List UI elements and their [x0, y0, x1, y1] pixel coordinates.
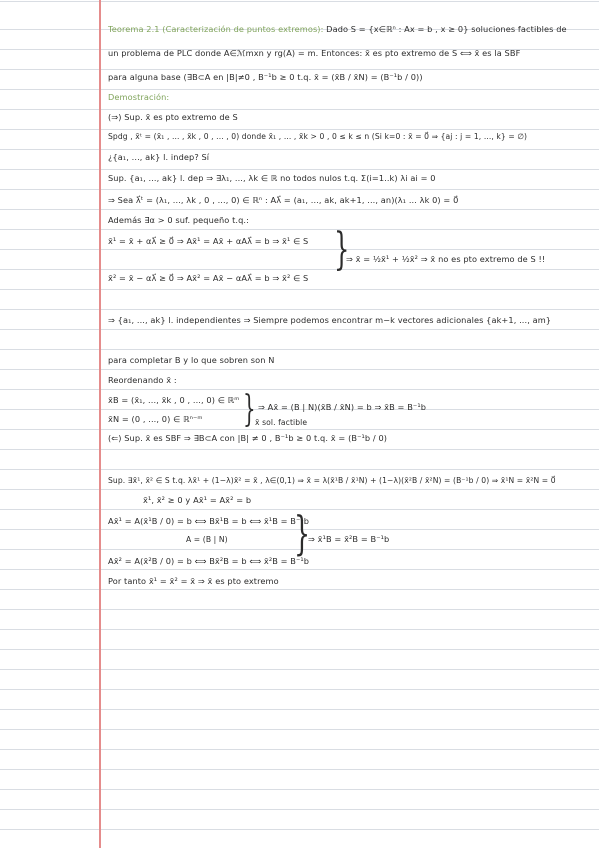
proof-line-5: ⇒ Sea λ⃗ᵗ = (λ₁, ..., λk , 0 , ..., 0) ∈ ℝⁿ : Aλ⃗ = (a₁, ..., ak, ak+1, ..., an)(λ₁ ... λk 0) = 0⃗: [108, 195, 459, 205]
margin-line: [99, 0, 101, 848]
theorem-text-line-1: Dado S = {x∈ℝⁿ : Ax = b , x ≥ 0} soluciones factibles de: [326, 24, 567, 34]
theorem-statement-line-3: para alguna base (∃B⊂A en |B|≠0 , B⁻¹b ≥ 0 t.q. x̄ = (x̄B / x̄N) = (B⁻¹b / 0)): [108, 72, 423, 82]
theorem-title: Teorema 2.1 (Caracterización de puntos extremos):: [108, 24, 324, 34]
proof-line-17: (⇐) Sup. x̄ es SBF ⇒ ∃B⊂A con |B| ≠ 0 , B⁻¹b ≥ 0 t.q. x̄ = (B⁻¹b / 0): [108, 433, 388, 443]
proof-line-13: x̄B = (x̄₁, ..., x̄k , 0 , ..., 0) ∈ ℝᵐ: [108, 395, 240, 405]
proof-line-16: x̄ sol. factible: [255, 418, 308, 427]
proof-line-18: Sup. ∃x̄¹, x̄² ∈ S t.q. λx̄¹ + (1−λ)x̄² = x̄ , λ∈(0,1) ⇒ x̄ = λ(x̄¹B / x̄¹N) + (1−λ)(x̄²B / x̄²N) = (B⁻¹b / 0) ⇒ x̄¹N = x̄²N = 0⃗: [108, 476, 556, 485]
proof-line-15: ⇒ Ax̄ = (B | N)(x̄B / x̄N) = b ⇒ x̄B = B⁻¹b: [258, 402, 427, 412]
proof-line-12: Reordenando x̄ :: [108, 375, 177, 385]
left-brace-3: }: [294, 506, 311, 560]
proof-line-20: Ax̄¹ = A(x̄¹B / 0) = b ⟺ Bx̄¹B = b ⟺ x̄¹B = B⁻¹b: [108, 516, 310, 526]
proof-line-23: ⇒ x̄¹B = x̄²B = B⁻¹b: [308, 534, 390, 544]
proof-line-7: x̄¹ = x̄ + αλ⃗ ≥ 0⃗ ⇒ Ax̄¹ = Ax̄ + αAλ⃗ = b ⇒ x̄¹ ∈ S: [108, 236, 309, 246]
theorem-statement-line-1: [108, 23, 567, 35]
proof-line-1: (⇒) Sup. x̄ es pto extremo de S: [108, 112, 238, 122]
left-brace-2: }: [243, 389, 256, 430]
proof-line-9: ⇒ x̄ = ½x̄¹ + ½x̄² ⇒ x̄ no es pto extremo de S !!: [346, 254, 546, 264]
proof-line-6: Además ∃α > 0 suf. pequeño t.q.:: [108, 215, 249, 225]
proof-line-14: x̄N = (0 , ..., 0) ∈ ℝⁿ⁻ᵐ: [108, 414, 203, 424]
proof-line-10: ⇒ {a₁, ..., ak} l. independientes ⇒ Siempre podemos encontrar m−k vectores adicionales {ak+1, ..., am}: [108, 315, 552, 325]
proof-line-4: Sup. {a₁, ..., ak} l. dep ⇒ ∃λ₁, ..., λk ∈ ℝ no todos nulos t.q. Σ(i=1..k) λi ai = 0: [108, 173, 436, 183]
proof-line-2: Spdg , x̄ᵗ = (x̄₁ , ... , x̄k , 0 , ... , 0) donde x̄₁ , ... , x̄k > 0 , 0 ≤ k ≤ n (Si k=0 : x̄ = 0⃗ ⇒ {aj : j = 1, ..., k} = ∅): [108, 132, 528, 141]
proof-line-21: A = (B | N): [186, 535, 228, 544]
proof-line-3: ¿{a₁, ..., ak} l. indep? Sí: [108, 152, 210, 162]
proof-line-22: Ax̄² = A(x̄²B / 0) = b ⟺ Bx̄²B = b ⟺ x̄²B = B⁻¹b: [108, 556, 310, 566]
theorem-statement-line-2: un problema de PLC donde A∈ℳmxn y rg(A) = m. Entonces: x̄ es pto extremo de S ⟺ x̄ es la SBF: [108, 48, 521, 58]
proof-line-8: x̄² = x̄ − αλ⃗ ≥ 0⃗ ⇒ Ax̄² = Ax̄ − αAλ⃗ = b ⇒ x̄² ∈ S: [108, 273, 309, 283]
handwritten-notes: [108, 0, 593, 848]
proof-line-11: para completar B y lo que sobren son N: [108, 355, 275, 365]
proof-line-19: x̄¹, x̄² ≥ 0 y Ax̄¹ = Ax̄² = b: [143, 495, 252, 505]
demo-title: Demostración:: [108, 92, 170, 102]
proof-line-24: Por tanto x̄¹ = x̄² = x̄ ⇒ x̄ es pto extremo: [108, 576, 279, 586]
left-brace-1: }: [334, 224, 350, 275]
